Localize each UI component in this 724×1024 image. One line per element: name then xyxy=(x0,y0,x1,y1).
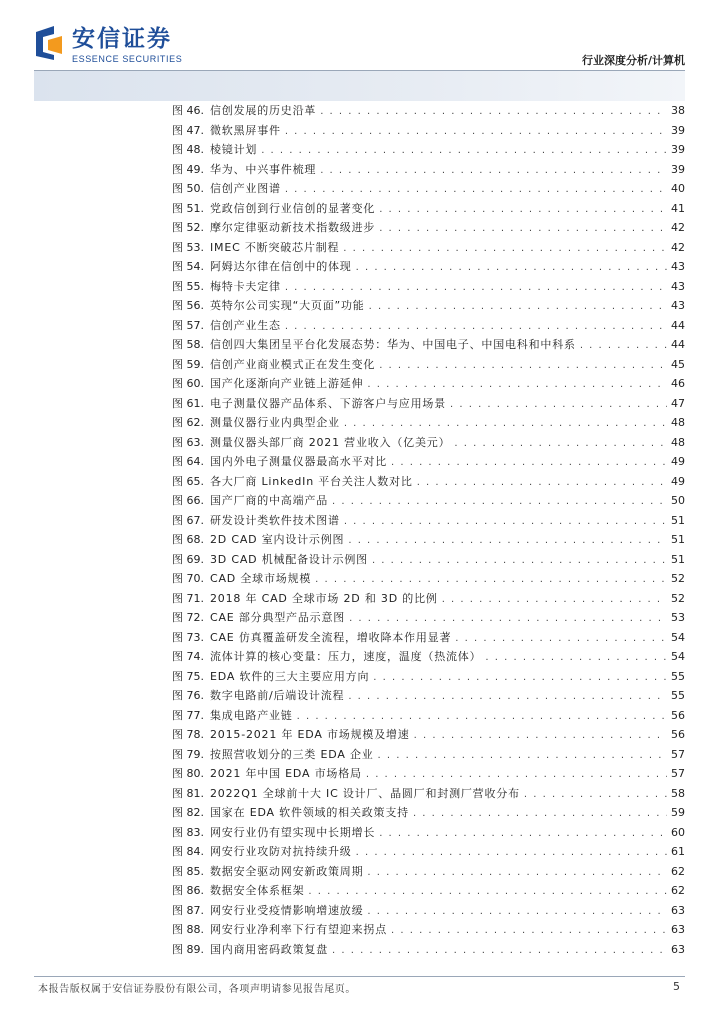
toc-figure-number: 图 70. xyxy=(172,572,204,585)
toc-figure-number: 图 68. xyxy=(172,533,204,546)
toc-figure-number: 图 81. xyxy=(172,786,204,800)
toc-page-number: 63 xyxy=(671,903,685,917)
toc-entry[interactable] xyxy=(172,628,685,648)
toc-page-number: 41 xyxy=(671,201,685,215)
toc-dot-leader xyxy=(378,746,667,766)
toc-dot-leader xyxy=(379,200,667,220)
toc-dot-leader xyxy=(367,863,667,883)
toc-page-number: 57 xyxy=(671,747,685,761)
toc-entry[interactable] xyxy=(172,257,685,277)
toc-page-number: 56 xyxy=(671,708,685,722)
footer-divider xyxy=(34,976,685,977)
toc-page-number: 49 xyxy=(671,474,685,488)
toc-figure-title: 数字电路前/后端设计流程 xyxy=(210,689,345,702)
toc-figure-number: 图 54. xyxy=(172,260,204,273)
toc-entry[interactable] xyxy=(172,140,685,160)
toc-figure-number: 图 79. xyxy=(172,747,204,761)
toc-entry[interactable] xyxy=(172,608,685,628)
toc-dot-leader xyxy=(320,102,667,122)
toc-figure-title: 流体计算的核心变量：压力，速度，温度（热流体） xyxy=(210,650,482,663)
toc-page-number: 55 xyxy=(671,689,685,702)
toc-dot-leader xyxy=(580,336,667,356)
toc-dot-leader xyxy=(414,726,667,746)
toc-page-number: 40 xyxy=(671,182,685,195)
toc-figure-number: 图 71. xyxy=(172,591,204,605)
toc-figure-number: 图 64. xyxy=(172,455,204,468)
toc-figure-number: 图 57. xyxy=(172,318,204,332)
toc-dot-leader xyxy=(344,512,667,532)
toc-figure-title: 集成电路产业链 xyxy=(210,708,293,722)
toc-dot-leader xyxy=(455,629,667,649)
toc-figure-number: 图 74. xyxy=(172,650,204,663)
report-category: 行业深度分析/计算机 xyxy=(581,54,685,67)
toc-dot-leader xyxy=(356,843,667,863)
toc-figure-number: 图 83. xyxy=(172,825,204,839)
toc-entry[interactable] xyxy=(172,881,685,901)
toc-figure-title: 信创四大集团呈平台化发展态势：华为、中国电子、中国电科和中科系 xyxy=(210,338,576,351)
toc-figure-title: 2022Q1 全球前十大 IC 设计厂、晶圆厂和封测厂营收分布 xyxy=(210,786,520,800)
toc-figure-title: IMEC 不断突破芯片制程 xyxy=(210,240,340,254)
toc-entry[interactable] xyxy=(172,452,685,472)
toc-page-number: 46 xyxy=(671,377,685,390)
toc-entry[interactable] xyxy=(172,706,685,726)
toc-dot-leader xyxy=(285,122,667,142)
toc-page-number: 42 xyxy=(671,240,685,254)
toc-figure-number: 图 73. xyxy=(172,630,204,644)
toc-page-number: 47 xyxy=(671,396,685,410)
toc-figure-title: 2021 年中国 EDA 市场格局 xyxy=(210,767,362,780)
toc-dot-leader xyxy=(348,531,667,551)
toc-page-number: 43 xyxy=(671,260,685,273)
toc-entry[interactable] xyxy=(172,413,685,433)
toc-figure-title: 网安行业受疫情影响增速放缓 xyxy=(210,903,364,917)
toc-entry[interactable] xyxy=(172,725,685,745)
toc-figure-title: 2D CAD 室内设计示例图 xyxy=(210,533,345,546)
toc-figure-number: 图 86. xyxy=(172,884,204,897)
toc-dot-leader xyxy=(285,278,667,298)
toc-figure-title: 国内商用密码政策复盘 xyxy=(210,942,328,956)
toc-figure-number: 图 47. xyxy=(172,123,204,137)
toc-entry[interactable] xyxy=(172,589,685,609)
toc-dot-leader xyxy=(373,668,667,688)
toc-figure-title: 国产化逐渐向产业链上游延伸 xyxy=(210,377,364,390)
toc-page-number: 54 xyxy=(671,630,685,644)
toc-figure-number: 图 77. xyxy=(172,708,204,722)
toc-figure-title: 测量仪器行业内典型企业 xyxy=(210,416,340,429)
toc-dot-leader xyxy=(413,804,667,824)
toc-dot-leader xyxy=(356,258,667,278)
toc-dot-leader xyxy=(442,590,667,610)
toc-dot-leader xyxy=(369,297,667,317)
toc-page-number: 48 xyxy=(671,435,685,449)
toc-entry[interactable] xyxy=(172,803,685,823)
toc-figure-number: 图 51. xyxy=(172,201,204,215)
toc-figure-number: 图 61. xyxy=(172,396,204,410)
toc-figure-title: 摩尔定律驱动新技术指数级进步 xyxy=(210,221,376,234)
toc-dot-leader xyxy=(332,492,667,512)
toc-page-number: 53 xyxy=(671,611,685,624)
toc-figure-title: 英特尔公司实现“大页面”功能 xyxy=(210,299,365,312)
toc-page-number: 39 xyxy=(671,123,685,137)
toc-entry[interactable] xyxy=(172,277,685,297)
toc-entry[interactable] xyxy=(172,374,685,394)
toc-figure-title: 信创发展的历史沿革 xyxy=(210,104,317,117)
toc-entry[interactable] xyxy=(172,238,685,258)
toc-page-number: 39 xyxy=(671,143,685,156)
toc-figure-number: 图 52. xyxy=(172,221,204,234)
toc-dot-leader xyxy=(367,902,667,922)
toc-figure-number: 图 55. xyxy=(172,279,204,293)
toc-page-number: 52 xyxy=(671,591,685,605)
toc-page-number: 52 xyxy=(671,572,685,585)
toc-entry[interactable] xyxy=(172,179,685,199)
toc-figure-title: 网安行业净利率下行有望迎来拐点 xyxy=(210,923,387,936)
toc-page-number: 54 xyxy=(671,650,685,663)
toc-figure-title: 数据安全驱动网安新政策周期 xyxy=(210,864,364,878)
toc-entry[interactable] xyxy=(172,686,685,706)
logo-english-name: ESSENCE SECURITIES xyxy=(72,54,183,64)
toc-page-number: 56 xyxy=(671,728,685,741)
toc-figure-title: 华为、中兴事件梳理 xyxy=(210,162,317,176)
toc-figure-number: 图 75. xyxy=(172,669,204,683)
toc-page-number: 44 xyxy=(671,318,685,332)
toc-page-number: 60 xyxy=(671,825,685,839)
toc-page-number: 50 xyxy=(671,494,685,507)
toc-figure-number: 图 67. xyxy=(172,513,204,527)
toc-figure-number: 图 59. xyxy=(172,357,204,371)
page-number: 5 xyxy=(673,980,680,993)
toc-entry[interactable] xyxy=(172,296,685,316)
toc-figure-title: 按照营收划分的三类 EDA 企业 xyxy=(210,747,374,761)
toc-figure-title: 信创产业生态 xyxy=(210,318,281,332)
toc-figure-number: 图 53. xyxy=(172,240,204,254)
toc-figure-number: 图 65. xyxy=(172,474,204,488)
toc-dot-leader xyxy=(320,161,667,181)
toc-entry[interactable] xyxy=(172,394,685,414)
toc-dot-leader xyxy=(366,765,667,785)
toc-figure-title: 微软黑屏事件 xyxy=(210,123,281,137)
toc-dot-leader xyxy=(379,219,667,239)
toc-figure-title: 阿姆达尔律在信创中的体现 xyxy=(210,260,352,273)
toc-entry[interactable] xyxy=(172,764,685,784)
toc-figure-title: 党政信创到行业信创的显著变化 xyxy=(210,201,376,215)
toc-figure-title: 国产厂商的中高端产品 xyxy=(210,494,328,507)
toc-entry[interactable] xyxy=(172,647,685,667)
toc-figure-title: 2018 年 CAD 全球市场 2D 和 3D 的比例 xyxy=(210,591,438,605)
toc-figure-number: 图 87. xyxy=(172,903,204,917)
toc-dot-leader xyxy=(348,687,667,707)
toc-dot-leader xyxy=(454,434,667,454)
toc-figure-title: 梅特卡夫定律 xyxy=(210,279,281,293)
toc-figure-title: 3D CAD 机械配备设计示例图 xyxy=(210,552,368,566)
toc-entry[interactable] xyxy=(172,745,685,765)
toc-dot-leader xyxy=(524,785,667,805)
toc-page-number: 51 xyxy=(671,533,685,546)
toc-figure-title: CAD 全球市场规模 xyxy=(210,572,312,585)
toc-figure-number: 图 66. xyxy=(172,494,204,507)
toc-figure-title: 数据安全体系框架 xyxy=(210,884,305,897)
toc-figure-number: 图 49. xyxy=(172,162,204,176)
toc-figure-title: CAE 仿真覆盖研发全流程，增收降本作用显著 xyxy=(210,630,452,644)
toc-figure-number: 图 69. xyxy=(172,552,204,566)
toc-figure-number: 图 85. xyxy=(172,864,204,878)
toc-dot-leader xyxy=(417,473,667,493)
figure-index-list xyxy=(172,101,685,959)
toc-entry[interactable] xyxy=(172,920,685,940)
toc-page-number: 63 xyxy=(671,942,685,956)
toc-entry[interactable] xyxy=(172,218,685,238)
toc-entry[interactable] xyxy=(172,199,685,219)
toc-page-number: 39 xyxy=(671,162,685,176)
toc-entry[interactable] xyxy=(172,862,685,882)
toc-entry[interactable] xyxy=(172,491,685,511)
toc-page-number: 49 xyxy=(671,455,685,468)
toc-dot-leader xyxy=(261,141,667,161)
toc-entry[interactable] xyxy=(172,316,685,336)
toc-figure-number: 图 48. xyxy=(172,143,204,156)
toc-dot-leader xyxy=(285,180,667,200)
toc-figure-title: 各大厂商 LinkedIn 平台关注人数对比 xyxy=(210,474,413,488)
toc-entry[interactable] xyxy=(172,472,685,492)
toc-page-number: 59 xyxy=(671,806,685,819)
toc-entry[interactable] xyxy=(172,160,685,180)
toc-figure-number: 图 88. xyxy=(172,923,204,936)
toc-figure-title: 电子测量仪器产品体系、下游客户与应用场景 xyxy=(210,396,446,410)
toc-page-number: 55 xyxy=(671,669,685,683)
toc-dot-leader xyxy=(379,824,667,844)
toc-figure-title: 测量仪器头部厂商 2021 营业收入（亿美元） xyxy=(210,435,451,449)
footer-disclaimer: 本报告版权属于安信证券股份有限公司，各项声明请参见报告尾页。 xyxy=(38,984,356,995)
toc-entry[interactable] xyxy=(172,121,685,141)
toc-dot-leader xyxy=(297,707,667,727)
toc-entry[interactable] xyxy=(172,511,685,531)
toc-dot-leader xyxy=(332,941,667,961)
toc-figure-number: 图 89. xyxy=(172,942,204,956)
toc-figure-number: 图 76. xyxy=(172,689,204,702)
toc-figure-number: 图 63. xyxy=(172,435,204,449)
toc-dot-leader xyxy=(349,609,667,629)
toc-entry[interactable] xyxy=(172,530,685,550)
toc-figure-title: 国内外电子测量仪器最高水平对比 xyxy=(210,455,387,468)
toc-figure-number: 图 50. xyxy=(172,182,204,195)
toc-figure-title: 棱镜计划 xyxy=(210,143,258,156)
toc-figure-number: 图 60. xyxy=(172,377,204,390)
toc-dot-leader xyxy=(344,414,667,434)
toc-dot-leader xyxy=(285,317,667,337)
toc-figure-title: 信创产业商业模式正在发生变化 xyxy=(210,357,376,371)
toc-figure-title: 2015-2021 年 EDA 市场规模及增速 xyxy=(210,728,410,741)
toc-page-number: 51 xyxy=(671,552,685,566)
toc-dot-leader xyxy=(485,648,667,668)
toc-figure-number: 图 84. xyxy=(172,845,204,858)
toc-dot-leader xyxy=(391,453,667,473)
toc-figure-number: 图 56. xyxy=(172,299,204,312)
toc-page-number: 48 xyxy=(671,416,685,429)
toc-page-number: 51 xyxy=(671,513,685,527)
toc-entry[interactable] xyxy=(172,667,685,687)
toc-entry[interactable] xyxy=(172,433,685,453)
toc-page-number: 58 xyxy=(671,786,685,800)
toc-figure-number: 图 72. xyxy=(172,611,204,624)
toc-dot-leader xyxy=(308,882,667,902)
toc-entry[interactable] xyxy=(172,784,685,804)
company-logo xyxy=(34,26,182,64)
toc-figure-number: 图 78. xyxy=(172,728,204,741)
toc-figure-title: CAE 部分典型产品示意图 xyxy=(210,611,346,624)
toc-page-number: 44 xyxy=(671,338,685,351)
toc-entry[interactable] xyxy=(172,101,685,121)
toc-entry[interactable] xyxy=(172,569,685,589)
toc-dot-leader xyxy=(367,375,667,395)
toc-figure-title: EDA 软件的三大主要应用方向 xyxy=(210,669,370,683)
toc-page-number: 38 xyxy=(671,104,685,117)
toc-page-number: 61 xyxy=(671,845,685,858)
toc-page-number: 63 xyxy=(671,923,685,936)
toc-entry[interactable] xyxy=(172,901,685,921)
toc-figure-number: 图 80. xyxy=(172,767,204,780)
toc-dot-leader xyxy=(372,551,667,571)
toc-figure-title: 研发设计类软件技术图谱 xyxy=(210,513,340,527)
toc-entry[interactable] xyxy=(172,335,685,355)
toc-dot-leader xyxy=(379,356,667,376)
toc-entry[interactable] xyxy=(172,842,685,862)
toc-entry[interactable] xyxy=(172,940,685,960)
toc-dot-leader xyxy=(450,395,667,415)
toc-figure-title: 网安行业仍有望实现中长期增长 xyxy=(210,825,376,839)
toc-figure-number: 图 58. xyxy=(172,338,204,351)
toc-figure-number: 图 46. xyxy=(172,104,204,117)
logo-mark-icon xyxy=(34,26,64,60)
page-header xyxy=(0,0,724,100)
logo-chinese-name: 安信证券 xyxy=(72,26,172,52)
toc-dot-leader xyxy=(343,239,667,259)
toc-figure-title: 信创产业图谱 xyxy=(210,182,281,195)
toc-figure-title: 网安行业攻防对抗持续升级 xyxy=(210,845,352,858)
toc-figure-number: 图 62. xyxy=(172,416,204,429)
toc-page-number: 43 xyxy=(671,279,685,293)
toc-page-number: 42 xyxy=(671,221,685,234)
toc-entry[interactable] xyxy=(172,355,685,375)
toc-entry[interactable] xyxy=(172,550,685,570)
toc-page-number: 57 xyxy=(671,767,685,780)
toc-entry[interactable] xyxy=(172,823,685,843)
toc-dot-leader xyxy=(315,570,667,590)
toc-dot-leader xyxy=(391,921,667,941)
header-band xyxy=(34,71,685,101)
toc-page-number: 62 xyxy=(671,884,685,897)
toc-page-number: 62 xyxy=(671,864,685,878)
toc-page-number: 45 xyxy=(671,357,685,371)
toc-figure-number: 图 82. xyxy=(172,806,204,819)
toc-page-number: 43 xyxy=(671,299,685,312)
toc-figure-title: 国家在 EDA 软件领域的相关政策支持 xyxy=(210,806,409,819)
